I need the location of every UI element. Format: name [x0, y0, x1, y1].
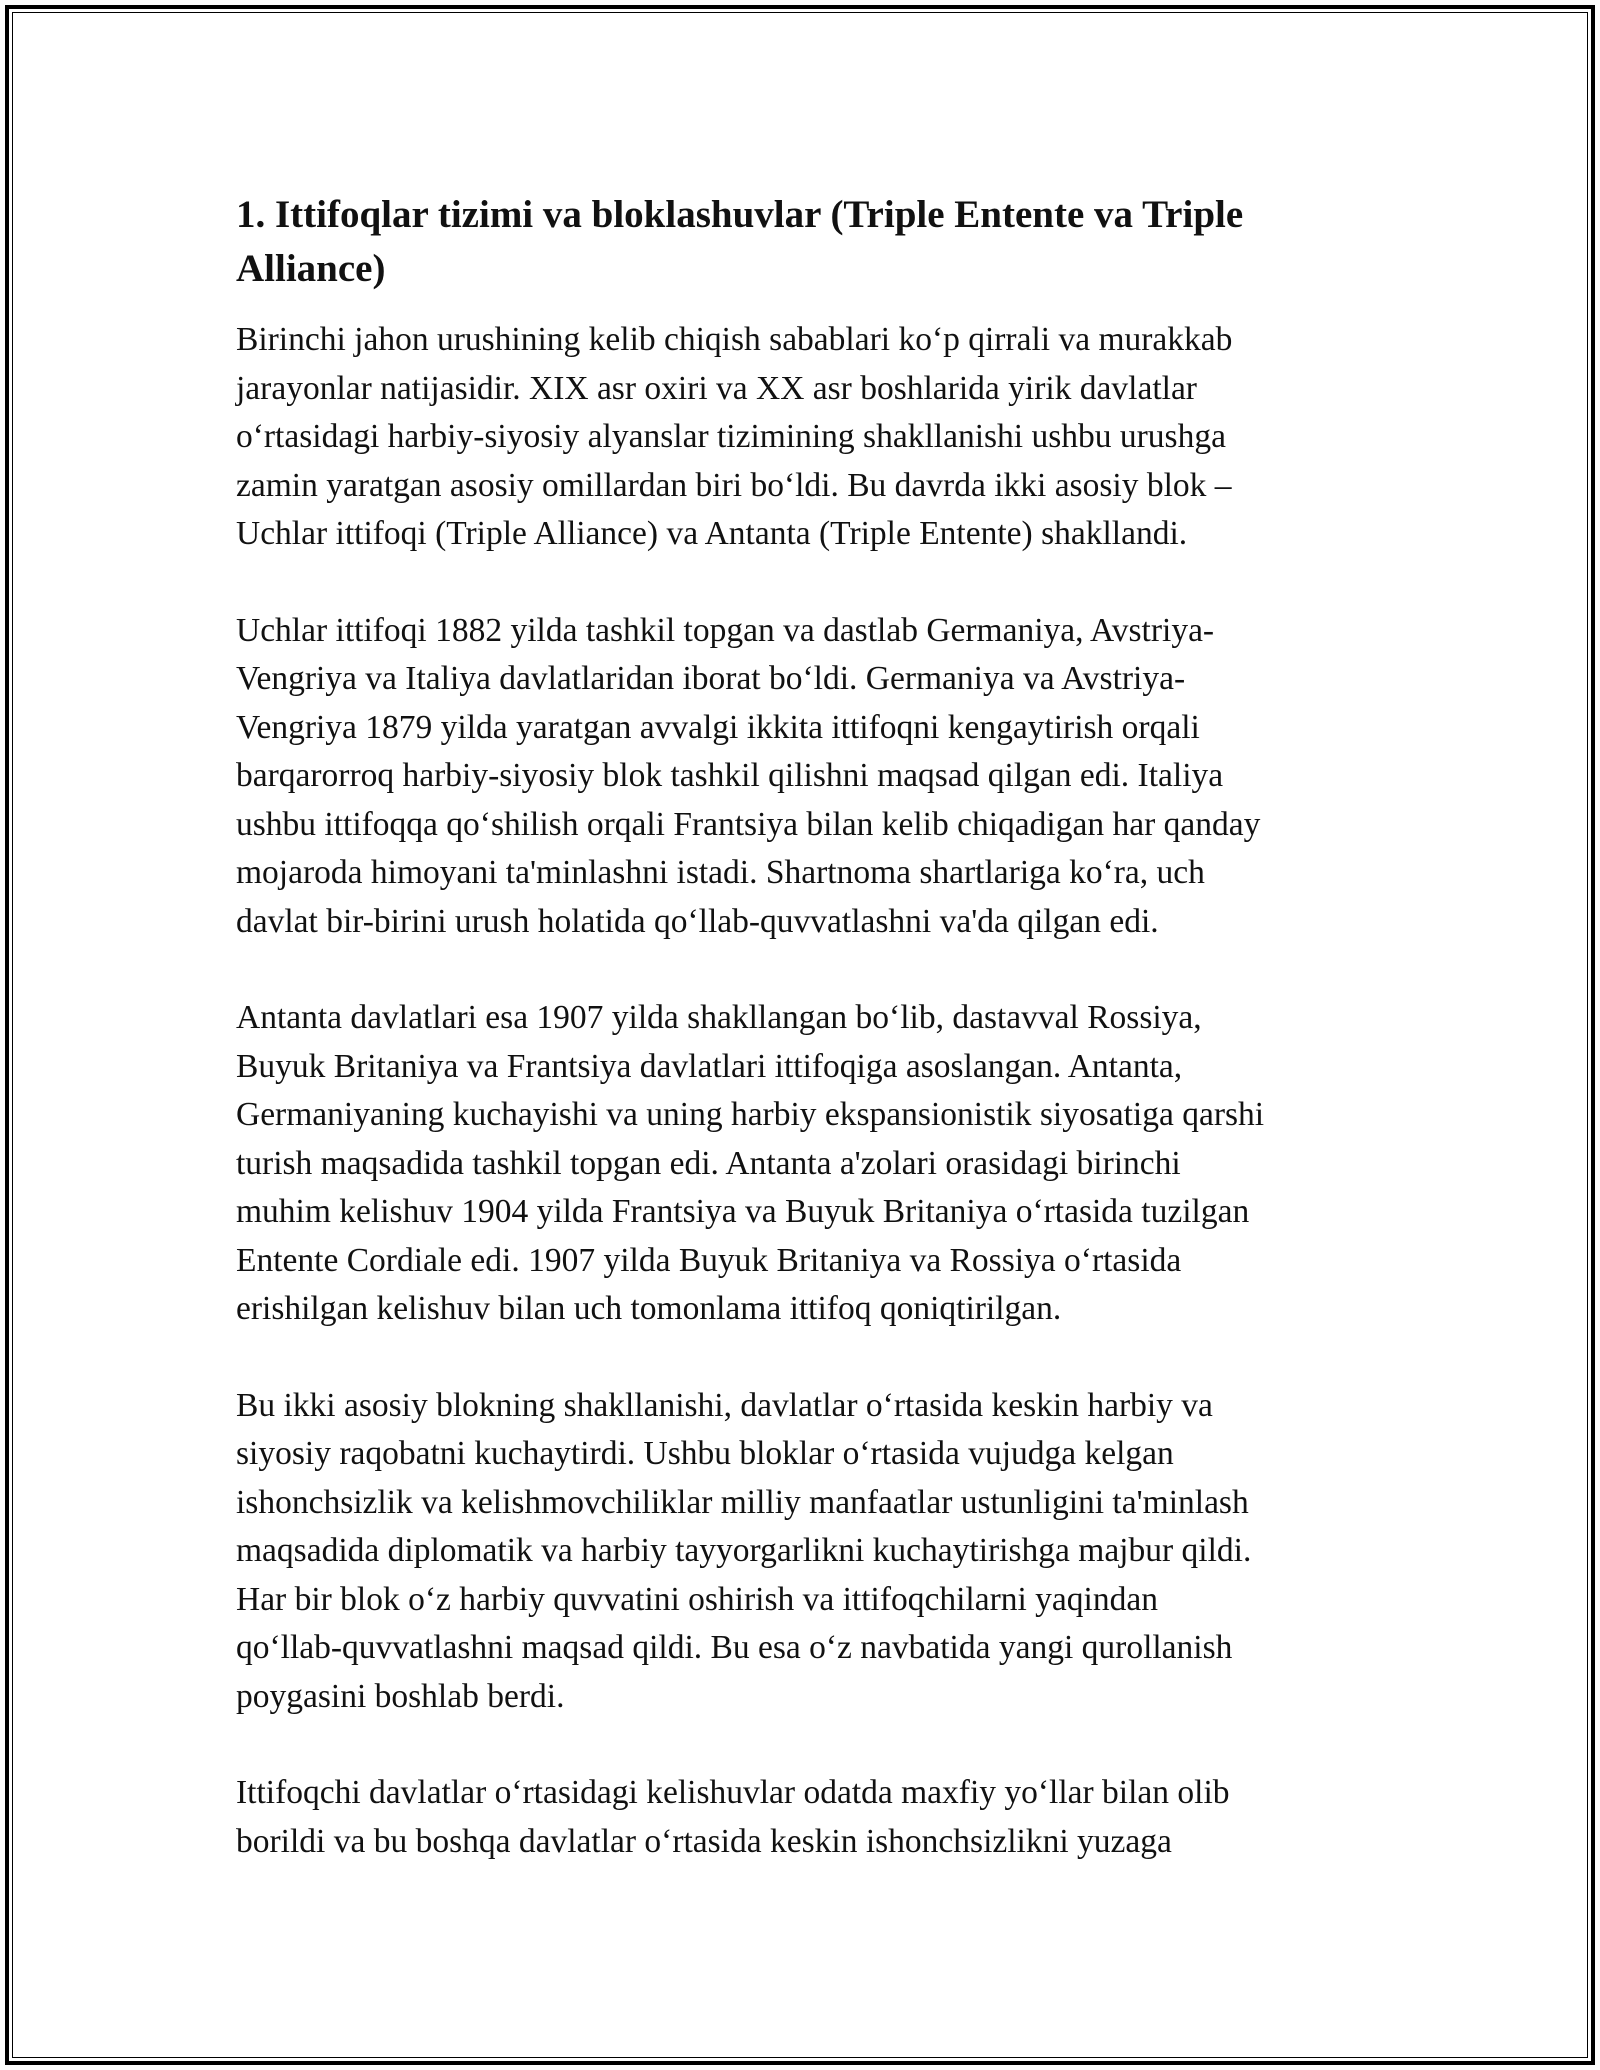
- text-line: Bu ikki asosiy blokning shakllanishi, davlatlar oʻrtasida keskin harbiy va: [236, 1386, 1213, 1424]
- text-line: poygasini boshlab berdi.: [236, 1677, 565, 1715]
- text-line: Birinchi jahon urushining kelib chiqish sabablari koʻp qirrali va murakkab: [236, 321, 1233, 358]
- text-line: Uchlar ittifoqi 1882 yilda tashkil topgan va dastlab Germaniya, Avstriya-: [236, 611, 1215, 649]
- text-line: barqarorroq harbiy-siyosiy blok tashkil qilishni maqsad qilgan edi. Italiya: [236, 757, 1224, 794]
- text-line: oʻrtasidagi harbiy-siyosiy alyanslar tizimining shakllanishi ushbu urushga: [236, 418, 1226, 455]
- text-line: siyosiy raqobatni kuchaytirdi. Ushbu bloklar oʻrtasida vujudga kelgan: [236, 1435, 1174, 1472]
- heading-line: 1. Ittifoqlar tizimi va bloklashuvlar (Triple Entente va Triple: [236, 193, 1244, 236]
- text-line: Har bir blok oʻz harbiy quvvatini oshirish va ittifoqchilarni yaqindan: [236, 1580, 1158, 1618]
- paragraph-1: [236, 316, 1386, 559]
- text-line: Uchlar ittifoqi (Triple Alliance) va Antanta (Triple Entente) shakllandi.: [236, 515, 1188, 552]
- text-line: Entente Cordiale edi. 1907 yilda Buyuk Britaniya va Rossiya oʻrtasida: [236, 1241, 1182, 1279]
- section-heading: [236, 188, 1386, 296]
- paragraph-4: [236, 1382, 1386, 1722]
- text-line: ishonchsizlik va kelishmovchiliklar milliy manfaatlar ustunligini ta'minlash: [236, 1483, 1249, 1521]
- document-body: [236, 188, 1386, 1914]
- text-line: Vengriya 1879 yilda yaratgan avvalgi ikkita ittifoqni kengaytirish orqali: [236, 708, 1200, 746]
- text-line: qoʻllab-quvvatlashni maqsad qildi. Bu esa oʻz navbatida yangi qurollanish: [236, 1629, 1233, 1666]
- text-line: Antanta davlatlari esa 1907 yilda shakllangan boʻlib, dastavval Rossiya,: [236, 999, 1202, 1036]
- text-line: muhim kelishuv 1904 yilda Frantsiya va Buyuk Britaniya oʻrtasida tuzilgan: [236, 1193, 1250, 1230]
- heading-line: Alliance): [236, 247, 386, 290]
- text-line: mojaroda himoyani ta'minlashni istadi. Shartnoma shartlariga koʻra, uch: [236, 854, 1205, 891]
- paragraph-3: [236, 994, 1386, 1334]
- text-line: ushbu ittifoqqa qoʻshilish orqali Frantsiya bilan kelib chiqadigan har qanday: [236, 805, 1261, 843]
- text-line: maqsadida diplomatik va harbiy tayyorgarlikni kuchaytirishga majbur qildi.: [236, 1532, 1252, 1569]
- text-line: Vengriya va Italiya davlatlaridan iborat boʻldi. Germaniya va Avstriya-: [236, 660, 1186, 697]
- text-line: Buyuk Britaniya va Frantsiya davlatlari ittifoqiga asoslangan. Antanta,: [236, 1047, 1183, 1085]
- text-line: borildi va bu boshqa davlatlar oʻrtasida keskin ishonchsizlikni yuzaga: [236, 1822, 1172, 1860]
- text-line: zamin yaratgan asosiy omillardan biri boʻldi. Bu davrda ikki asosiy blok –: [236, 466, 1232, 504]
- text-line: jarayonlar natijasidir. XIX asr oxiri va XX asr boshlarida yirik davlatlar: [236, 369, 1197, 407]
- text-line: erishilgan kelishuv bilan uch tomonlama ittifoq qoniqtirilgan.: [236, 1290, 1062, 1327]
- paragraph-2: [236, 607, 1386, 947]
- text-line: Germaniyaning kuchayishi va uning harbiy ekspansionistik siyosatiga qarshi: [236, 1096, 1265, 1133]
- paragraph-5: [236, 1769, 1386, 1866]
- text-line: turish maqsadida tashkil topgan edi. Antanta a'zolari orasidagi birinchi: [236, 1144, 1181, 1182]
- text-line: davlat bir-birini urush holatida qoʻllab-quvvatlashni va'da qilgan edi.: [236, 902, 1159, 940]
- text-line: Ittifoqchi davlatlar oʻrtasidagi kelishuvlar odatda maxfiy yoʻllar bilan olib: [236, 1774, 1230, 1811]
